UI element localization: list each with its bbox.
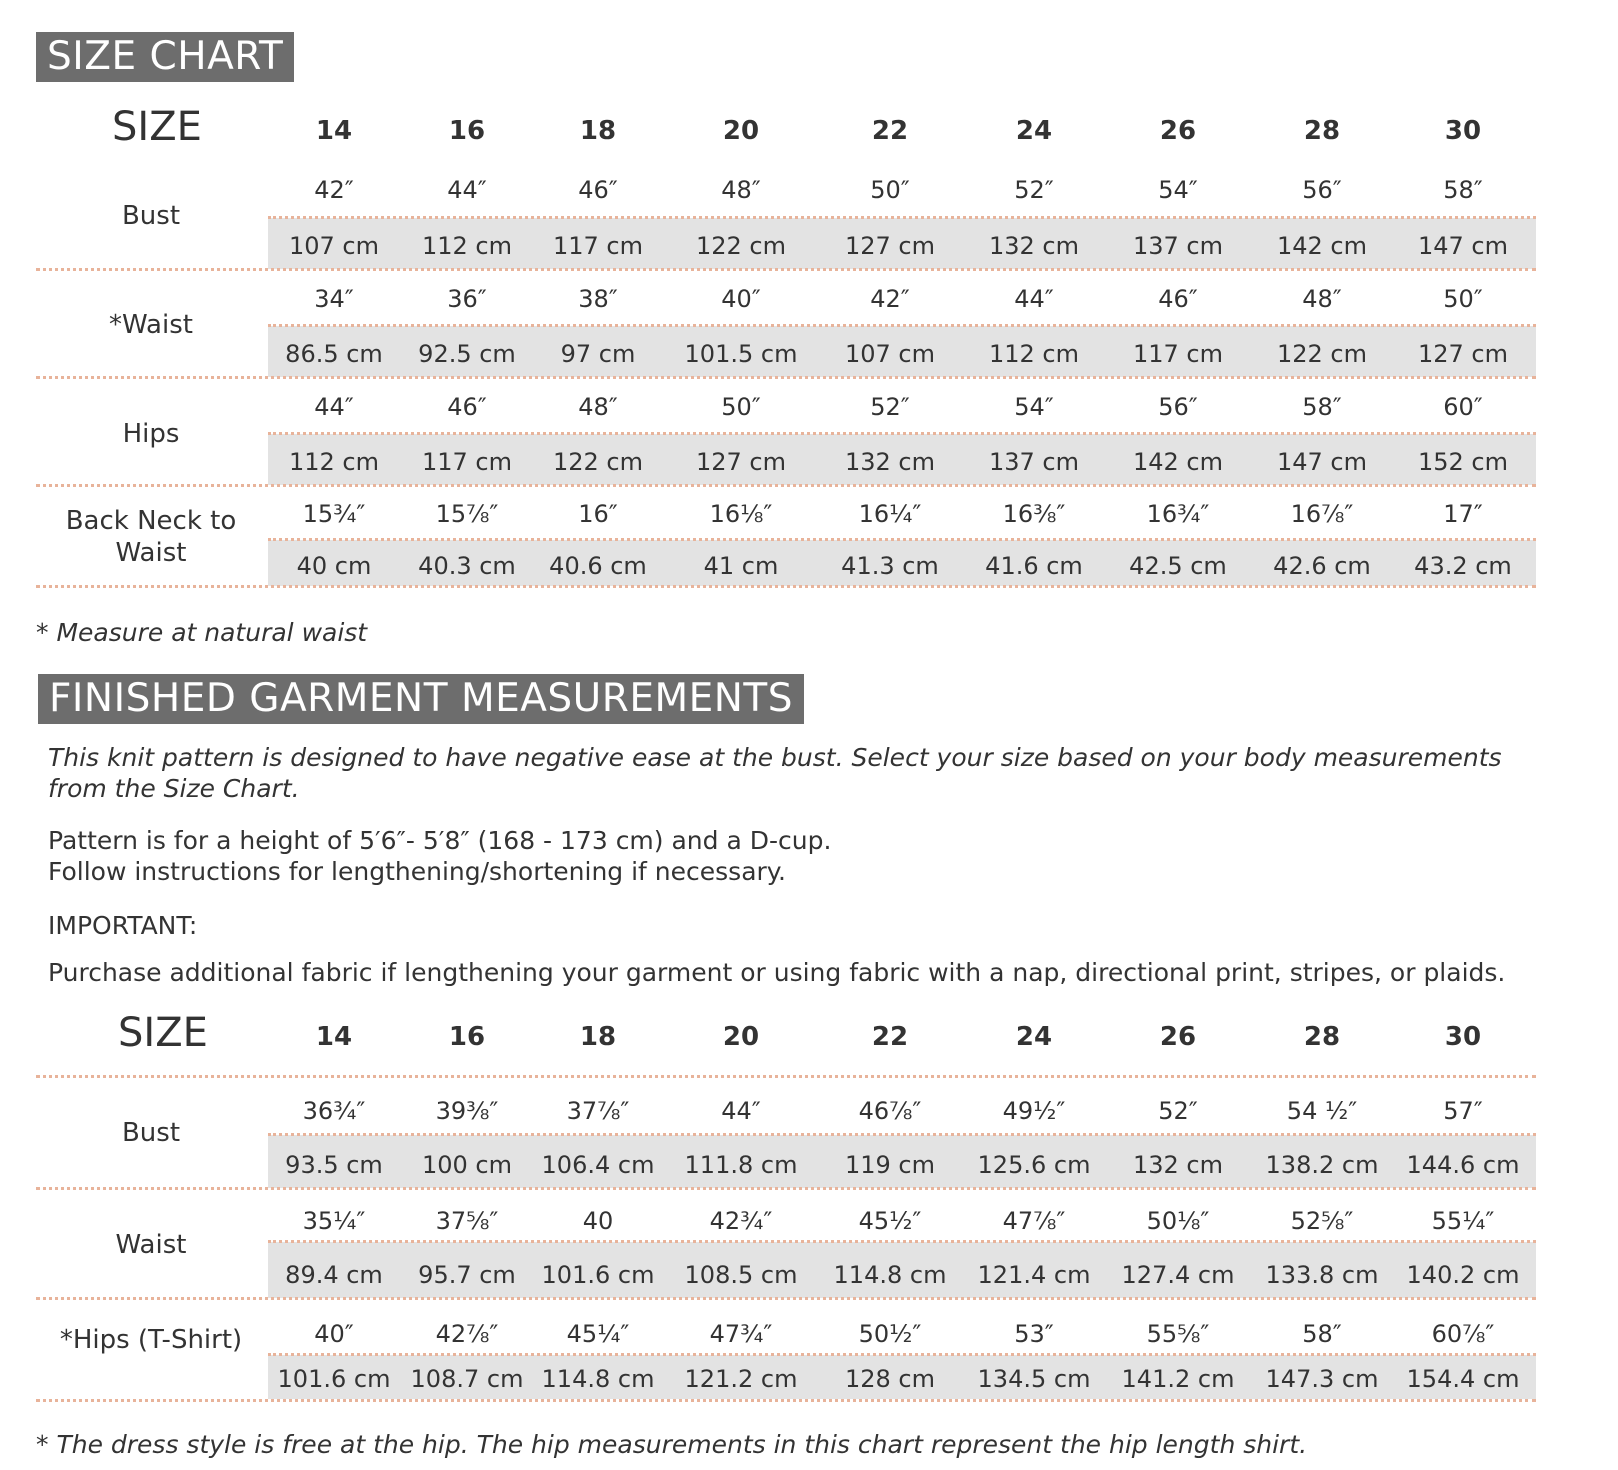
inch-value: 48″ — [721, 176, 761, 204]
finished-intro: This knit pattern is designed to have negative ease at the bust. Select your size based on your body measurements from the Size Chart. — [48, 743, 1502, 803]
purchase-note: Purchase additional fabric if lengthening your garment or using fabric with a nap, directional print, stripes, or plaids. — [48, 958, 1506, 987]
cm-value: 101.6 cm — [541, 1261, 655, 1289]
inch-value: 46⅞″ — [858, 1097, 922, 1125]
cm-value: 97 cm — [560, 340, 636, 368]
cm-value: 117 cm — [552, 232, 643, 260]
inch-value: 49½″ — [1002, 1097, 1066, 1125]
inch-value: 35¼″ — [302, 1207, 366, 1235]
finished-garment-title: FINISHED GARMENT MEASUREMENTS — [38, 674, 804, 724]
row-label: Waist — [115, 1230, 187, 1260]
size-header-label: SIZE — [118, 1010, 208, 1056]
row-label: Bust — [121, 1118, 181, 1148]
inch-value: 40″ — [721, 285, 761, 313]
size-column-header: 24 — [1015, 1022, 1053, 1052]
inch-value: 50″ — [721, 393, 761, 421]
inch-value: 15⅞″ — [435, 500, 499, 528]
cm-value: 100 cm — [421, 1151, 512, 1179]
inch-value: 37⅝″ — [435, 1207, 499, 1235]
cm-value: 119 cm — [844, 1151, 935, 1179]
inch-cm-divider — [268, 216, 1536, 219]
inch-value: 50⅛″ — [1146, 1207, 1210, 1235]
cm-value: 86.5 cm — [285, 340, 383, 368]
inch-value: 42″ — [314, 176, 354, 204]
finished-footnote: * The dress style is free at the hip. The hip measurements in this chart represent the hip length shirt. — [36, 1430, 1308, 1459]
inch-value: 17″ — [1443, 500, 1483, 528]
inch-value: 55⅝″ — [1146, 1320, 1210, 1348]
inch-value: 46″ — [1158, 285, 1198, 313]
inch-value: 42¾″ — [709, 1207, 773, 1235]
inch-cm-divider — [268, 1240, 1536, 1243]
cm-value: 108.5 cm — [684, 1261, 798, 1289]
cm-value: 106.4 cm — [541, 1151, 655, 1179]
inch-cm-divider — [268, 324, 1536, 327]
cm-value: 127 cm — [844, 232, 935, 260]
row-label: *Hips (T-Shirt) — [59, 1325, 243, 1355]
size-column-header: 26 — [1159, 1022, 1197, 1052]
cm-value: 108.7 cm — [410, 1365, 524, 1393]
cm-value: 127 cm — [695, 448, 786, 476]
inch-value: 52″ — [1158, 1097, 1198, 1125]
inch-value: 53″ — [1014, 1320, 1054, 1348]
size-header-label: SIZE — [112, 104, 202, 150]
inch-value: 48″ — [1302, 285, 1342, 313]
cm-value: 41.3 cm — [841, 552, 939, 580]
cm-value: 137 cm — [1132, 232, 1223, 260]
inch-value: 42⅞″ — [435, 1320, 499, 1348]
cm-value: 140.2 cm — [1406, 1261, 1520, 1289]
inch-value: 15¾″ — [302, 500, 366, 528]
cm-value: 107 cm — [288, 232, 379, 260]
cm-value: 89.4 cm — [285, 1261, 383, 1289]
inch-value: 47¾″ — [709, 1320, 773, 1348]
size-column-header: 20 — [722, 116, 760, 146]
cm-value: 41 cm — [703, 552, 779, 580]
cm-value: 132 cm — [988, 232, 1079, 260]
cm-value: 122 cm — [1276, 340, 1367, 368]
cm-value: 138.2 cm — [1265, 1151, 1379, 1179]
row-divider — [36, 585, 1536, 588]
inch-value: 52″ — [1014, 176, 1054, 204]
cm-value: 40.6 cm — [549, 552, 647, 580]
inch-value: 46″ — [578, 176, 618, 204]
inch-value: 50″ — [870, 176, 910, 204]
inch-value: 44″ — [1014, 285, 1054, 313]
inch-value: 58″ — [1302, 1320, 1342, 1348]
cm-value: 147 cm — [1276, 448, 1367, 476]
inch-value: 52⅝″ — [1290, 1207, 1354, 1235]
cm-value: 40 cm — [296, 552, 372, 580]
cm-value: 114.8 cm — [833, 1261, 947, 1289]
size-column-header: 20 — [722, 1022, 760, 1052]
inch-value: 57″ — [1443, 1097, 1483, 1125]
cm-value: 144.6 cm — [1406, 1151, 1520, 1179]
cm-value: 147.3 cm — [1265, 1365, 1379, 1393]
row-divider — [36, 1297, 1536, 1300]
cm-value: 43.2 cm — [1414, 552, 1512, 580]
cm-value: 112 cm — [288, 448, 379, 476]
size-column-header: 24 — [1015, 116, 1053, 146]
cm-value: 101.5 cm — [684, 340, 798, 368]
cm-value: 95.7 cm — [418, 1261, 516, 1289]
inch-value: 58″ — [1302, 393, 1342, 421]
lengthening-note: Follow instructions for lengthening/shortening if necessary. — [48, 857, 786, 886]
cm-value: 111.8 cm — [684, 1151, 798, 1179]
inch-value: 39⅜″ — [435, 1097, 499, 1125]
cm-value: 114.8 cm — [541, 1365, 655, 1393]
cm-value: 122 cm — [695, 232, 786, 260]
cm-value: 112 cm — [988, 340, 1079, 368]
inch-value: 54″ — [1158, 176, 1198, 204]
row-divider — [36, 268, 1536, 271]
cm-value: 40.3 cm — [418, 552, 516, 580]
inch-value: 40 — [582, 1207, 614, 1235]
size-chart-title: SIZE CHART — [36, 32, 294, 82]
cm-value: 41.6 cm — [985, 552, 1083, 580]
inch-value: 16⅛″ — [709, 500, 773, 528]
cm-value: 122 cm — [552, 448, 643, 476]
inch-value: 52″ — [870, 393, 910, 421]
row-divider — [36, 376, 1536, 379]
inch-value: 60⅞″ — [1431, 1320, 1495, 1348]
cm-value: 121.2 cm — [684, 1365, 798, 1393]
cm-value: 121.4 cm — [977, 1261, 1091, 1289]
cm-value: 142 cm — [1132, 448, 1223, 476]
inch-value: 16¾″ — [1146, 500, 1210, 528]
size-column-header: 22 — [871, 116, 909, 146]
cm-value: 152 cm — [1417, 448, 1508, 476]
cm-value: 125.6 cm — [977, 1151, 1091, 1179]
inch-value: 45½″ — [858, 1207, 922, 1235]
size-column-header: 30 — [1444, 116, 1482, 146]
cm-value: 133.8 cm — [1265, 1261, 1379, 1289]
size-column-header: 16 — [448, 116, 486, 146]
inch-value: 47⅞″ — [1002, 1207, 1066, 1235]
important-label: IMPORTANT: — [48, 911, 198, 940]
inch-value: 56″ — [1158, 393, 1198, 421]
cm-value: 117 cm — [1132, 340, 1223, 368]
cm-value: 42.6 cm — [1273, 552, 1371, 580]
inch-value: 16⅞″ — [1290, 500, 1354, 528]
inch-value: 36¾″ — [302, 1097, 366, 1125]
inch-value: 42″ — [870, 285, 910, 313]
cm-value: 107 cm — [844, 340, 935, 368]
inch-value: 50½″ — [858, 1320, 922, 1348]
inch-value: 45¼″ — [566, 1320, 630, 1348]
cm-value: 93.5 cm — [285, 1151, 383, 1179]
size-column-header: 28 — [1303, 1022, 1341, 1052]
inch-value: 16¼″ — [858, 500, 922, 528]
inch-value: 34″ — [314, 285, 354, 313]
size-column-header: 18 — [579, 1022, 617, 1052]
cm-value: 147 cm — [1417, 232, 1508, 260]
cm-value: 117 cm — [421, 448, 512, 476]
cm-value: 92.5 cm — [418, 340, 516, 368]
size-column-header: 26 — [1159, 116, 1197, 146]
inch-value: 44″ — [447, 176, 487, 204]
cm-value: 154.4 cm — [1406, 1365, 1520, 1393]
cm-value: 42.5 cm — [1129, 552, 1227, 580]
cm-value: 132 cm — [844, 448, 935, 476]
cm-value: 101.6 cm — [277, 1365, 391, 1393]
size-column-header: 14 — [315, 116, 353, 146]
inch-cm-divider — [268, 1133, 1536, 1136]
inch-value: 38″ — [578, 285, 618, 313]
inch-value: 56″ — [1302, 176, 1342, 204]
size-column-header: 18 — [579, 116, 617, 146]
inch-value: 46″ — [447, 393, 487, 421]
row-label: *Waist — [109, 310, 193, 340]
inch-value: 36″ — [447, 285, 487, 313]
row-divider — [36, 1187, 1536, 1190]
inch-value: 37⅞″ — [566, 1097, 630, 1125]
inch-value: 54 ½″ — [1286, 1097, 1358, 1125]
cm-value: 142 cm — [1276, 232, 1367, 260]
inch-value: 16″ — [578, 500, 618, 528]
inch-value: 44″ — [314, 393, 354, 421]
height-note: Pattern is for a height of 5′6″- 5′8″ (168 - 173 cm) and a D-cup. — [48, 826, 832, 855]
inch-value: 44″ — [721, 1097, 761, 1125]
size-column-header: 22 — [871, 1022, 909, 1052]
row-divider — [36, 484, 1536, 487]
cm-value: 141.2 cm — [1121, 1365, 1235, 1393]
size-column-header: 28 — [1303, 116, 1341, 146]
cm-value: 134.5 cm — [977, 1365, 1091, 1393]
cm-value: 128 cm — [844, 1365, 935, 1393]
inch-value: 55¼″ — [1431, 1207, 1495, 1235]
cm-value: 127 cm — [1417, 340, 1508, 368]
inch-value: 16⅜″ — [1002, 500, 1066, 528]
inch-value: 50″ — [1443, 285, 1483, 313]
inch-value: 48″ — [578, 393, 618, 421]
inch-value: 58″ — [1443, 176, 1483, 204]
inch-cm-divider — [268, 1353, 1536, 1356]
cm-value: 132 cm — [1132, 1151, 1223, 1179]
inch-cm-divider — [268, 538, 1536, 541]
size-column-header: 16 — [448, 1022, 486, 1052]
size-column-header: 30 — [1444, 1022, 1482, 1052]
size-chart-footnote: * Measure at natural waist — [36, 618, 368, 647]
inch-value: 40″ — [314, 1320, 354, 1348]
inch-value: 60″ — [1443, 393, 1483, 421]
row-label: Hips — [122, 419, 180, 449]
cm-value: 137 cm — [988, 448, 1079, 476]
size-column-header: 14 — [315, 1022, 353, 1052]
row-label: Bust — [121, 201, 181, 231]
inch-cm-divider — [268, 432, 1536, 435]
cm-value: 127.4 cm — [1121, 1261, 1235, 1289]
row-label: Back Neck to Waist — [65, 506, 237, 568]
inch-value: 54″ — [1014, 393, 1054, 421]
cm-value: 112 cm — [421, 232, 512, 260]
row-divider — [36, 1399, 1536, 1402]
table-top-divider — [36, 1075, 1536, 1078]
